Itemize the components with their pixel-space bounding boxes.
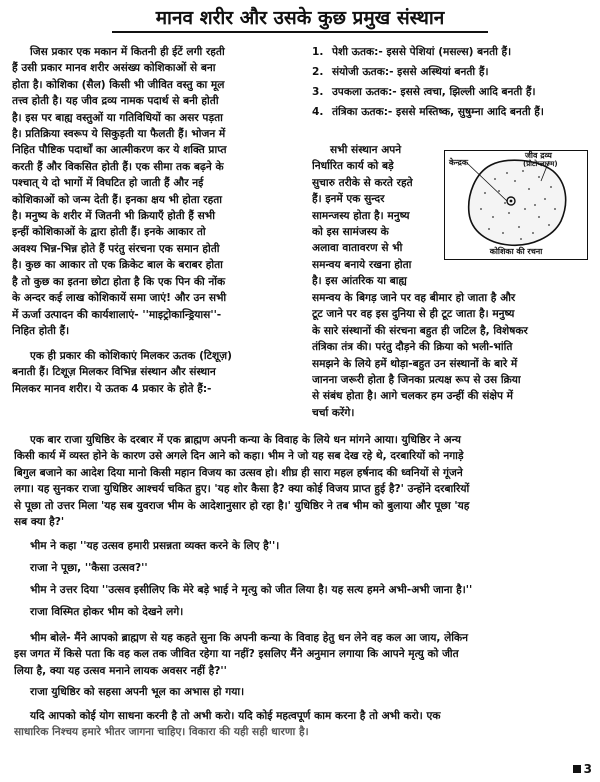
text-line: है। प्रतिक्रिया स्वरूप ये सिकुड़ती या फैलती हैं। भोजन में [12,128,226,141]
text-line: किसी कार्य में व्यस्त होने के कारण उसे अगले दिन आने को कहा। भीम ने जो यह सब देख रहे थे, दरबारियों को नगाड़े [14,450,464,463]
text-line: जानना जरूरी होता है जिनका प्रत्यक्ष रूप से उस क्रिया [312,374,521,387]
right-para-narrow [312,142,440,290]
text-line: टूट जाने पर वह इस दुनिया से ही टूट जाता है। मनुष्य [312,308,515,321]
list-text: उपकला ऊतक:- इससे त्वचा, झिल्ली आदि बनती हैं। [332,86,536,98]
left-para-2 [12,348,302,397]
text-line: के अन्दर कई लाख कोशिकायें समा जाएं! और उन सभी [12,292,227,305]
text-line: हैं। इनमें एक सुन्दर [312,193,385,206]
text-line: से पूछा तो उत्तर मिला 'यह सब युवराज भीम के आदेशानुसार हो रहा है।' युधिष्ठिर ने तब भीम को बुलाया और पूछा 'यह [14,499,470,512]
text-line: समझने के लिये हमें थोड़ा-बहुत उन संस्थानों के बारे में [312,357,518,370]
text-line: है। कुछ का आकार तो एक क्रिकेट बाल के बराबर होता [12,259,223,272]
square-icon [573,765,581,773]
text-line: है तो कुछ का इतना छोटा होता है कि एक पिन की नोंक [12,275,226,288]
text-line: समन्वय के बिगड़ जाने पर वह बीमार हो जाता है और [312,292,516,304]
text-line: यदि आपको कोई योग साधना करनी है तो अभी करो। यदि कोई महत्वपूर्ण काम करना है तो अभी करो। एक [30,710,441,722]
cell-membrane [469,160,566,245]
tissue-types-list [312,44,592,124]
text-line: चर्चा करेंगे। [312,406,355,419]
text-line: में ऊर्जा उत्पादन की कार्यशालाएं- ''माइट्रोकान्ड्रियास''- [12,308,222,321]
text-line: राजा ने पूछा, ''कैसा उत्सव?'' [30,562,148,574]
label-nucleus: केन्द्रक [449,158,469,167]
list-text: तंत्रिका ऊतक:- इससे मस्तिष्क, सुषुम्ना आदि बनती हैं। [332,106,544,118]
text-line: इन्हीं कोशिकाओं के द्वारा होती हैं। इनके आकार तो [12,226,206,239]
text-line: करती हैं और विकसित होती हैं। एक सीमा तक बढ़ने के [12,160,224,173]
text-line: अलावा वातावरण से भी [312,242,403,255]
text-line: भीम ने कहा ''यह उत्सव हमारी प्रसन्नता व्यक्त करने के लिए है''। [30,540,280,552]
story-dialogue-3 [14,582,590,598]
text-line: बिगुल बजाने का आदेश दिया मानो किसी महान विजय का उत्सव हो। शीघ्र ही सारा महल हर्षनाद की ध्वनियों से गूंजने [14,466,463,479]
text-line: मिलकर मानव शरीर। ये ऊतक 4 प्रकार के होते हैं:- [12,382,212,395]
list-item [312,44,592,61]
text-line: है। इस पर बाह्य वस्तुओं या गतिविधियों का असर पड़ता [12,111,223,124]
text-line: है। मनुष्य के शरीर में जितनी भी क्रियाएँ होती हैं सभी [12,210,215,223]
text-line: तंत्रिका तंत्र की। परंतु दौड़ने की क्रिया को भली-भांति [312,341,513,354]
text-line: को इस सामंजस्य के [312,226,389,239]
text-line: पश्चात् ये दो भागों में विघटित हो जाती हैं और नई [12,177,204,190]
list-number: 2. [312,66,324,78]
nucleolus [510,200,513,203]
story-dialogue-1 [14,538,590,554]
text-line: निर्धारित कार्य को बड़े [312,160,394,173]
page-title: मानव शरीर और उसके कुछ प्रमुख संस्थान [155,7,445,29]
text-line: तत्त्व होती है। यह जीव द्रव्य नामक पदार्थ से बनी होती [12,95,219,108]
story-dialogue-5 [14,630,590,679]
list-text: पेशी ऊतक:- इससे पेशियां (मसल्स) बनती हैं। [332,46,512,58]
text-line: लगा। यह सुनकर राजा युधिष्ठिर आश्चर्य चकित हुए। 'यह शोर कैसा है? क्या कोई विजय प्राप्त हुई है?' उन्होंने दरबारियों [14,483,470,496]
list-item [312,84,592,101]
story-dialogue-2 [14,560,590,576]
text-line: हैं उसी प्रकार मानव शरीर असंख्य कोशिकाओं से बना [12,62,216,75]
list-item [312,104,592,121]
list-number: 3. [312,86,324,98]
text-line: से संबंध होता है। आगे चलकर हम उन्हीं की संक्षेप में [312,390,514,403]
text-line: राजा विस्मित होकर भीम को देखने लगे। [30,606,184,618]
text-line: एक ही प्रकार की कोशिकाएं मिलकर ऊतक (टिशूज़) [30,350,232,362]
text-line: निहित पौष्टिक पदार्थों का आत्मीकरण कर ये शक्ति प्राप्त [12,144,227,157]
label-protoplasm: जीव द्रव्य [525,151,552,160]
text-line: भीम ने उत्तर दिया ''उत्सव इसीलिए कि मेरे बड़े भाई ने मृत्यु को जीत लिया है। यह सत्य हमने अभी-अभी जाना है।'' [30,584,473,596]
text-line: सामन्जस्य होता है। मनुष्य [312,209,410,222]
text-line: सभी संस्थान अपने [330,144,402,156]
list-number: 1. [312,46,324,58]
text-line: लिया है, क्या यह उत्सव मनाने लायक अवसर नहीं है?'' [14,664,227,677]
text-line: राजा युधिष्ठिर को सहसा अपनी भूल का अभास हो गया। [30,686,245,698]
text-line: इस जगत में किसे पता कि वह कल तक जीवित रहेगा या नहीं? इसलिए मैंने अनुमान लगाया कि आपने मृत्यु को जीत [14,648,459,661]
text-line: निहित होती हैं। [12,324,70,337]
page-number [573,762,592,776]
text-line: है। इस आंतरिक या बाह्य [312,275,407,288]
text-line: समन्वय बनाये रखना होता [312,258,412,271]
left-para-1 [12,44,302,339]
diagram-caption: कोशिका की रचना [489,247,543,256]
story-dialogue-4 [14,604,590,620]
story-dialogue-6 [14,684,590,700]
text-line: के सारे संस्थानों की संरचना बहुत ही जटिल है, विशेषकर [312,324,528,337]
text-line: कोशिकाओं को जन्म देती हैं। इनका क्षय भी होता रहता [12,193,223,206]
text-line: साधारिक निश्चय हमारे भीतर जागना चाहिए। विकारा की यही सही धारणा है। [14,726,309,739]
story-conclusion [14,708,590,741]
text-line: जिस प्रकार एक मकान में कितनी ही ईटें लगी रहती [30,46,225,58]
text-line: भीम बोले- मैंने आपको ब्राह्मण से यह कहते सुना कि अपनी कन्या के विवाह हेतु धन लेने वह कल आ जाय, लेकिन [30,632,469,644]
right-para-wide [312,290,592,421]
list-item [312,64,592,81]
title-underline [112,31,488,33]
text-line: सब क्या है?' [14,516,65,529]
text-line: एक बार राजा युधिष्ठिर के दरबार में एक ब्राह्मण अपनी कन्या के विवाह के लिये धन मांगने आया। युधिष्ठिर ने अन्य [30,434,461,446]
text-line: बनाती हैं। टिशूज़ मिलकर विभिन्न संस्थान और संस्थान [12,366,216,379]
page-number-text: 3 [583,762,592,776]
label-protoplasm-en: (प्रोटोप्लाज्म) [523,160,558,168]
text-line: सुचारु तरीके से करते रहते [312,176,413,189]
text-line: होता है। कोशिका (सैल) किसी भी जीवित वस्तु का मूल [12,78,225,91]
cell-diagram [444,150,588,260]
story-intro [14,432,590,530]
list-text: संयोजी ऊतक:- इससे अस्थियां बनती हैं। [332,66,489,78]
text-line: अवश्य भिन्न-भिन्न होते हैं परंतु संरचना एक समान होती [12,242,220,255]
list-number: 4. [312,106,324,118]
